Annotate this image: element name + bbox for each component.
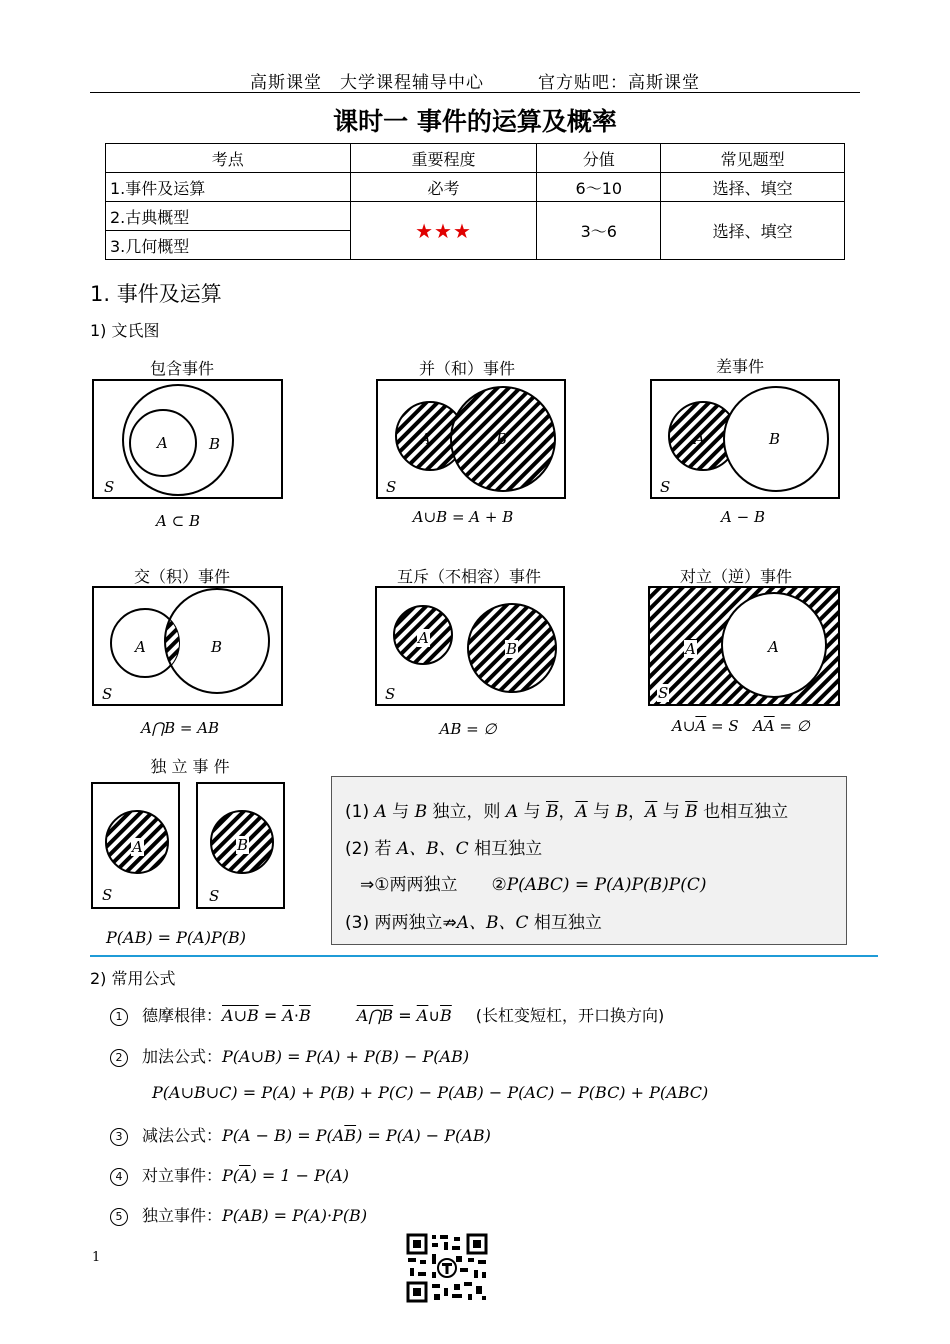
number-badge: 2	[110, 1049, 128, 1067]
formula-contain: A ⊂ B	[156, 512, 200, 530]
label-a: A	[694, 430, 705, 448]
formula-complement: 4 对立事件：$P(\overline{A}) = 1 - P(A)$	[110, 1163, 349, 1186]
table-cell: 3.几何概型	[106, 231, 351, 260]
label-b: B	[506, 640, 518, 658]
label-s: S	[385, 685, 396, 703]
venn-caption: 并（和）事件	[418, 359, 515, 378]
label-s: S	[102, 685, 113, 703]
label-s: S	[102, 886, 113, 904]
label-s: S	[209, 887, 220, 905]
venn-caption: 独 立 事 件	[150, 757, 230, 776]
formula-opposite: $A\cup\overline{A} = S$ $A\overline{A}$ = ∅	[672, 717, 810, 735]
number-badge: 4	[110, 1168, 128, 1186]
label-s: S	[658, 684, 669, 702]
qr-code	[404, 1232, 490, 1304]
venn-caption: 差事件	[715, 357, 764, 376]
table-cell: 选择、填空	[661, 173, 845, 202]
note-line-1: (1) A 与 B 独立，则 A 与 $\overline{B}$，$\overline{A}$ 与 B，$\overline{A}$ 与 $\overline{B}$ 也相互独立	[345, 802, 789, 822]
sample-space-box	[93, 380, 282, 498]
number-badge: 5	[110, 1208, 128, 1226]
section-heading: 1. 事件及运算	[90, 282, 222, 306]
table-cell: 必考	[350, 173, 537, 202]
venn-caption: 交（积）事件	[133, 567, 230, 586]
label-s: S	[386, 478, 397, 496]
label-a: A	[135, 638, 146, 656]
label-b: B	[496, 430, 508, 448]
note-line-3: ⇒①两两独立 ②P(ABC) = P(A)P(B)P(C)	[360, 875, 707, 895]
page-title: 课时一 事件的运算及概率	[333, 107, 617, 136]
formula-addition: 2 加法公式：P(A∪B) = P(A) + P(B) − P(AB)	[110, 1044, 469, 1067]
venn-caption: 对立（逆）事件	[679, 567, 792, 586]
label-b: B	[211, 638, 223, 656]
section-divider	[90, 955, 878, 957]
formula-de-morgan: 1 德摩根律：A∪B = $\overline{A}\cdot\overline{B}$ A⋂B = $\overline{A}\cup\overline{B}$ (长杠变短杠，开口换方向)	[110, 1003, 664, 1026]
label-s: S	[660, 478, 671, 496]
table-header-cell: 重要程度	[350, 144, 537, 173]
venn-caption: 包含事件	[149, 359, 214, 378]
table-header-cell: 考点	[106, 144, 351, 173]
page-number: 1	[92, 1250, 101, 1265]
subsection-heading: 1) 文氏图	[90, 321, 160, 340]
formula-independent: P(AB) = P(A)P(B)	[106, 928, 246, 947]
table-cell: 选择、填空	[661, 202, 845, 260]
label-b: B	[769, 430, 781, 448]
formula-independent-prob: 5 独立事件：P(AB) = P(A)·P(B)	[110, 1203, 367, 1226]
label-a-bar: $\overline{A}$	[685, 640, 696, 658]
table-cell: 2.古典概型	[106, 202, 351, 231]
formula-addition-three: P(A∪B∪C) = P(A) + P(B) + P(C) − P(AB) − P(AC) − P(BC) + P(ABC)	[152, 1083, 709, 1102]
venn-caption: 互斥（不相容）事件	[396, 567, 541, 586]
label-a: A	[132, 838, 143, 856]
label-s: S	[104, 478, 115, 496]
table-cell: 3～6	[537, 202, 661, 260]
table-cell: 6～10	[537, 173, 661, 202]
label-a: A	[420, 430, 431, 448]
note-line-4: (3) 两两独立⇏A、B、C 相互独立	[345, 913, 602, 933]
number-badge: 1	[110, 1008, 128, 1026]
number-badge: 3	[110, 1128, 128, 1146]
page-header: 高斯课堂 大学课程辅导中心 官方贴吧：高斯课堂	[250, 73, 700, 93]
formula-subtraction: 3 减法公式：$P(A - B) = P(A\overline{B}) = P(A) - P(AB)$	[110, 1123, 491, 1146]
formula-union: A∪B = A + B	[412, 508, 514, 526]
table-header-cell: 分值	[537, 144, 661, 173]
subsection-heading: 2) 常用公式	[90, 969, 176, 988]
label-a: A	[157, 434, 168, 452]
table-cell: 1.事件及运算	[106, 173, 351, 202]
importance-stars: ★★★	[350, 202, 537, 260]
formula-exclusive: AB = ∅	[439, 720, 497, 738]
formula-intersect: A⋂B = AB	[140, 719, 220, 737]
label-b: B	[209, 435, 221, 453]
label-b: B	[237, 836, 249, 854]
label-a: A	[768, 638, 779, 656]
formula-diff: A − B	[721, 508, 765, 526]
table-header-cell: 常见题型	[661, 144, 845, 173]
note-line-2: (2) 若 A、B、C 相互独立	[345, 839, 543, 859]
label-a: A	[418, 629, 429, 647]
